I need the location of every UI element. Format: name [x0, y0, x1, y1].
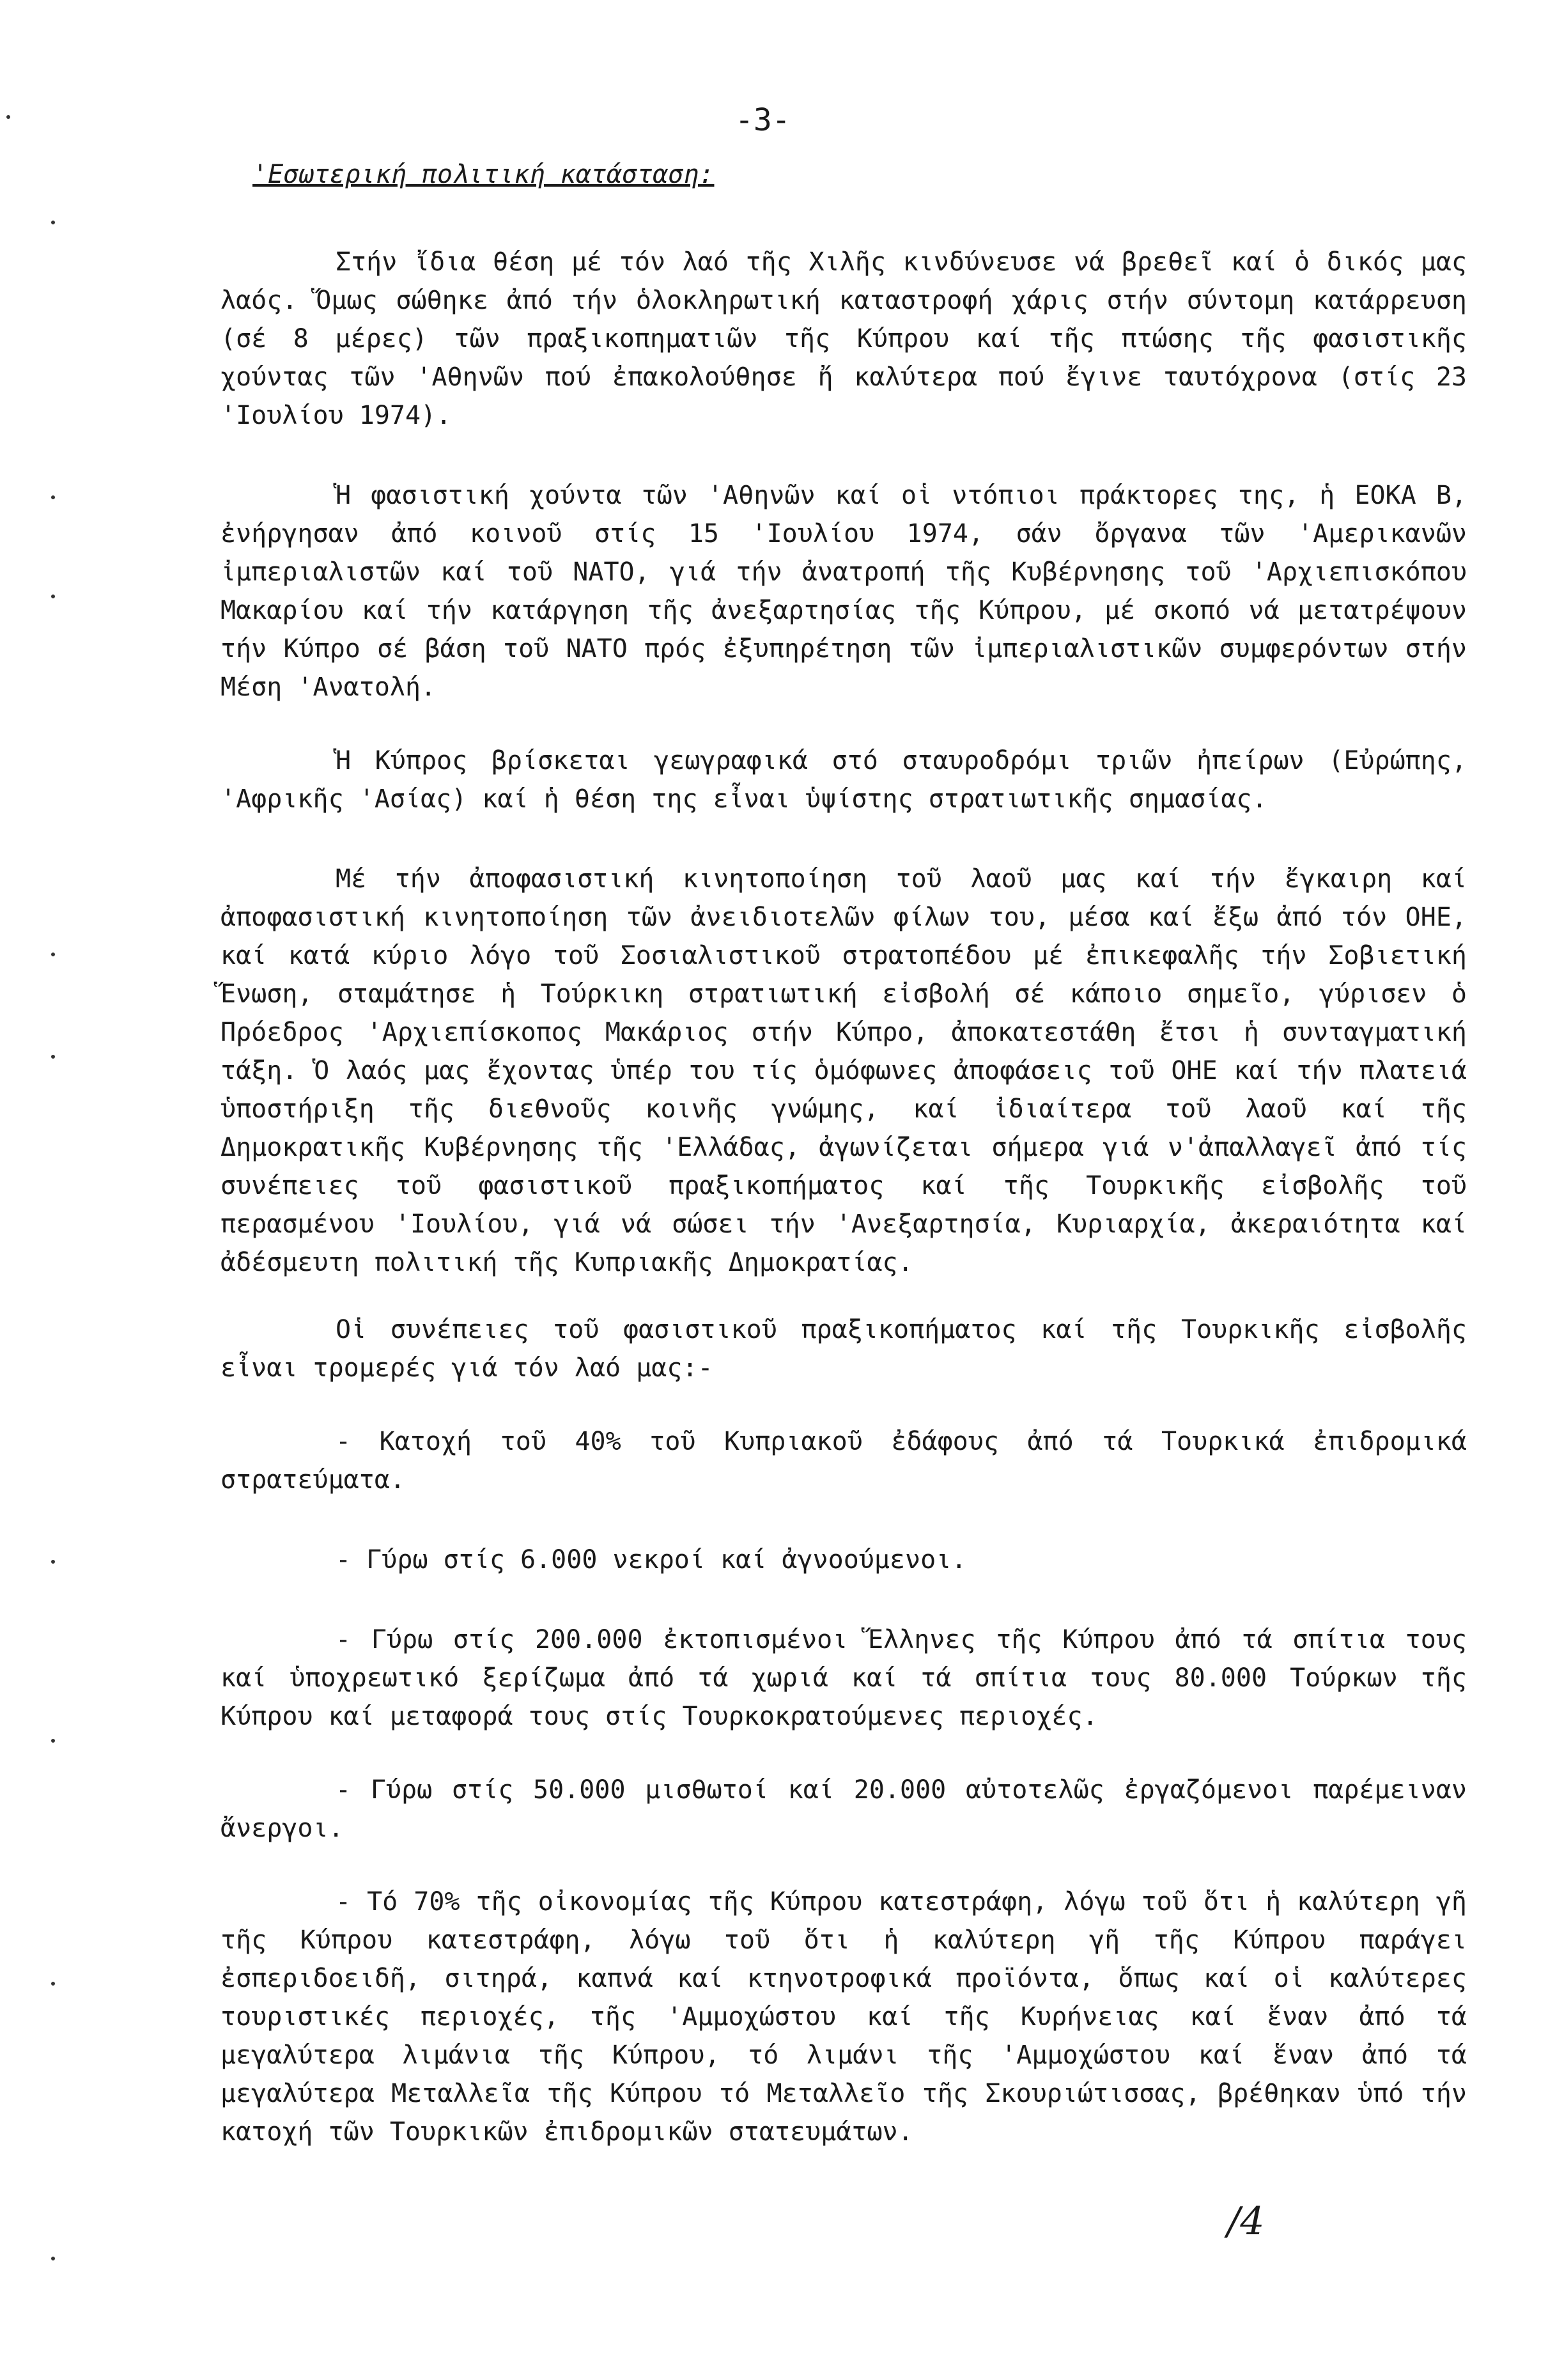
margin-speck: [51, 1560, 55, 1564]
next-page-mark: /4: [1227, 2199, 1265, 2244]
list-item-occupation: - Κατοχή τοῦ 40% τοῦ Κυπριακοῦ ἐδάφους ἀπό τά Τουρκικά ἐπιδρομικά στρατεύματα.: [221, 1427, 1467, 1495]
paragraph-3: Ἡ Κύπρος βρίσκεται γεωγραφικά στό σταυροδρόμι τριῶν ἠπείρων (Εὐρώπης, 'Αφρικῆς 'Ασίας) καί ἡ θέση της εἶναι ὑψίστης στρατιωτικῆς σημασίας.: [221, 746, 1467, 814]
margin-speck: [51, 221, 55, 224]
margin-speck: [51, 1739, 55, 1743]
margin-speck: [51, 1982, 55, 1986]
list-item-casualties: - Γύρω στίς 6.000 νεκροί καί ἀγνοούμενοι.: [336, 1545, 967, 1575]
list-item-economy: - Τό 70% τῆς οἰκονομίας τῆς Κύπρου κατεστράφη, λόγω τοῦ ὅτι ἡ καλύτερη γῆ τῆς Κύπρου κατεστράφη, λόγω τοῦ ὅτι ἡ καλύτερη γῆ τῆς Κύπρου παράγει ἐσπεριδοειδῆ, σιτηρά, καπνά καί κτηνοτροφικά προϊόντα, ὅπως καί οἱ καλύτερες τουριστικές περιοχές, τῆς 'Αμμοχώστου καί τῆς Κυρήνειας καί ἕναν ἀπό τά μεγαλύτερα λιμάνια τῆς Κύπρου, τό λιμάνι τῆς 'Αμμοχώστου καί ἕναν ἀπό τά μεγαλύτερα Μεταλλεῖα τῆς Κύπρου τό Μεταλλεῖο τῆς Σκουριώτισσας, βρέθηκαν ὑπό τήν κατοχή τῶν Τουρκικῶν ἐπιδρομικῶν στατευμάτων.: [221, 1887, 1467, 2147]
margin-speck: [51, 2257, 55, 2260]
paragraph-4: Μέ τήν ἀποφασιστική κινητοποίηση τοῦ λαοῦ μας καί τήν ἔγκαιρη καί ἀποφασιστική κινητοποίηση τῶν ἀνειδιοτελῶν φίλων του, μέσα καί ἔξω ἀπό τόν ΟΗΕ, καί κατά κύριο λόγο τοῦ Σοσιαλιστικοῦ στρατοπέδου μέ ἐπικεφαλῆς τήν Σοβιετική Ἕνωση, σταμάτησε ἡ Τούρκικη στρατιωτική εἰσβολή σέ κάποιο σημεῖο, γύρισεν ὁ Πρόεδρος 'Αρχιεπίσκοπος Μακάριος στήν Κύπρο, ἀποκατεστάθη ἔτσι ἡ συνταγματική τάξη. Ὁ λαός μας ἔχοντας ὑπέρ του τίς ὁμόφωνες ἀποφάσεις τοῦ ΟΗΕ καί τήν πλατειά ὑποστήριξη τῆς διεθνοῦς κοινῆς γνώμης, καί ἰδιαίτερα τοῦ λαοῦ καί τῆς Δημοκρατικῆς Κυβέρνησης τῆς 'Ελλάδας, ἀγωνίζεται σήμερα γιά ν'ἀπαλλαγεῖ ἀπό τίς συνέπειες τοῦ φασιστικοῦ πραξικοπήματος καί τῆς Τουρκικῆς εἰσβολῆς τοῦ περασμένου 'Ιουλίου, γιά νά σώσει τήν 'Ανεξαρτησία, Κυριαρχία, ἀκεραιότητα καί ἀδέσμευτη πολιτική τῆς Κυπριακῆς Δημοκρατίας.: [221, 864, 1467, 1277]
paragraph-5: Οἱ συνέπειες τοῦ φασιστικοῦ πραξικοπήματος καί τῆς Τουρκικῆς εἰσβολῆς εἶναι τρομερές γιά τόν λαό μας:-: [221, 1315, 1467, 1383]
margin-speck: [51, 495, 55, 499]
list-item-displaced: - Γύρω στίς 200.000 ἐκτοπισμένοι Ἕλληνες τῆς Κύπρου ἀπό τά σπίτια τους καί ὑποχρεωτικό ξερίζωμα ἀπό τά χωριά καί τά σπίτια τους 80.000 Τούρκων τῆς Κύπρου καί μεταφορά τους στίς Τουρκοκρατούμενες περιοχές.: [221, 1625, 1467, 1731]
margin-speck: [6, 115, 10, 119]
list-item-unemployed: - Γύρω στίς 50.000 μισθωτοί καί 20.000 αὐτοτελῶς ἐργαζόμενοι παρέμειναν ἄνεργοι.: [221, 1775, 1467, 1843]
page-number: -3-: [735, 102, 791, 138]
margin-speck: [51, 1055, 55, 1059]
margin-speck: [51, 595, 55, 598]
margin-speck: [51, 953, 55, 956]
section-heading: 'Εσωτερική πολιτική κατάσταση:: [252, 160, 715, 189]
paragraph-2: Ἡ φασιστική χούντα τῶν 'Αθηνῶν καί οἱ ντόπιοι πράκτορες της, ἡ ΕΟΚΑ Β, ἐνήργησαν ἀπό κοινοῦ στίς 15 'Ιουλίου 1974, σάν ὄργανα τῶν 'Αμερικανῶν ἰμπεριαλιστῶν καί τοῦ ΝΑΤΟ, γιά τήν ἀνατροπή τῆς Κυβέρνησης τοῦ 'Αρχιεπισκόπου Μακαρίου καί τήν κατάργηση τῆς ἀνεξαρτησίας τῆς Κύπρου, μέ σκοπό νά μετατρέψουν τήν Κύπρο σέ βάση τοῦ ΝΑΤΟ πρός ἐξυπηρέτηση τῶν ἰμπεριαλιστικῶν συμφερόντων στήν Μέση 'Ανατολή.: [221, 481, 1467, 702]
paragraph-1: Στήν ἴδια θέση μέ τόν λαό τῆς Χιλῆς κινδύνευσε νά βρεθεῖ καί ὁ δικός μας λαός. Ὅμως σώθηκε ἀπό τήν ὁλοκληρωτική καταστροφή χάρις στήν σύντομη κατάρρευση (σέ 8 μέρες) τῶν πραξικοπηματιῶν τῆς Κύπρου καί τῆς πτώσης τῆς φασιστικῆς χούντας τῶν 'Αθηνῶν πού ἐπακολούθησε ἤ καλύτερα πού ἔγινε ταυτόχρονα (στίς 23 'Ιουλίου 1974).: [221, 247, 1467, 430]
